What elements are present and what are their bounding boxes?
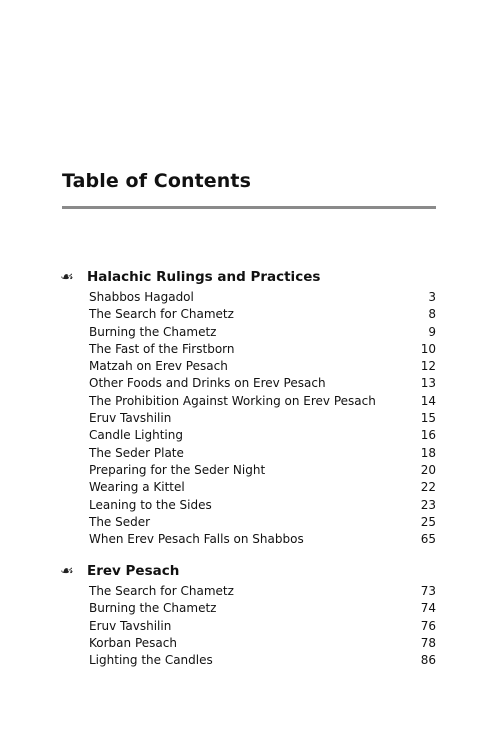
- toc-entry[interactable]: [89, 479, 436, 496]
- toc-entry-page-number: 9: [428, 324, 436, 339]
- toc-section-halachic-rulings: [62, 266, 436, 548]
- toc-entry-label: The Seder Plate: [89, 445, 184, 460]
- toc-entry-label: The Search for Chametz: [89, 584, 234, 598]
- toc-entry-list: [89, 583, 436, 669]
- toc-entry[interactable]: [89, 375, 436, 392]
- toc-entry-label: Burning the Chametz: [89, 324, 217, 339]
- toc-entry-page-number: 65: [420, 532, 436, 547]
- title-divider: [62, 206, 436, 209]
- toc-entry-label: Eruv Tavshilin: [89, 618, 172, 633]
- section-heading-text: Halachic Rulings and Practices: [87, 269, 321, 285]
- toc-entry-page-number: 16: [420, 428, 436, 443]
- toc-section-erev-pesach: [62, 560, 436, 669]
- toc-entry-label: The Search for Chametz: [89, 307, 234, 322]
- toc-entry-label: Wearing a Kittel: [89, 480, 185, 495]
- toc-entry-label: The Fast of the Firstborn: [89, 341, 235, 356]
- toc-entry-page-number: 25: [420, 514, 436, 529]
- toc-entry-page-number: 22: [420, 480, 436, 495]
- toc-entry-label: Korban Pesach: [89, 635, 177, 650]
- toc-entry-page-number: 73: [420, 584, 436, 598]
- section-heading: [62, 266, 436, 288]
- toc-entry-label: Matzah on Erev Pesach: [89, 359, 228, 374]
- page-title: Table of Contents: [62, 170, 251, 192]
- toc-entry-label: Leaning to the Sides: [89, 497, 212, 512]
- toc-entry-label: Other Foods and Drinks on Erev Pesach: [89, 376, 326, 391]
- toc-entry[interactable]: [89, 635, 436, 652]
- toc-entry-page-number: 78: [420, 635, 436, 650]
- toc-entry-page-number: 3: [428, 290, 436, 304]
- toc-entry[interactable]: [89, 531, 436, 548]
- toc-entry-page-number: 18: [420, 445, 436, 460]
- toc-entry-page-number: 86: [420, 653, 436, 668]
- section-heading: [62, 560, 436, 582]
- toc-entry[interactable]: [89, 306, 436, 323]
- toc-entry[interactable]: [89, 514, 436, 531]
- toc-entry[interactable]: [89, 445, 436, 462]
- toc-entry[interactable]: [89, 341, 436, 358]
- toc-entry[interactable]: [89, 618, 436, 635]
- toc-entry-label: Lighting the Candles: [89, 653, 213, 668]
- toc-entry-page-number: 15: [420, 411, 436, 426]
- toc-entry-label: Eruv Tavshilin: [89, 411, 172, 426]
- toc-entry[interactable]: [89, 427, 436, 444]
- toc-entry[interactable]: [89, 462, 436, 479]
- toc-entry-label: Burning the Chametz: [89, 601, 217, 616]
- toc-entry-label: Shabbos Hagadol: [89, 290, 194, 304]
- toc-entry-label: When Erev Pesach Falls on Shabbos: [89, 532, 304, 547]
- toc-entry-page-number: 74: [420, 601, 436, 616]
- toc-entry-page-number: 10: [420, 341, 436, 356]
- toc-entry-label: Candle Lighting: [89, 428, 183, 443]
- toc-entry-label: The Prohibition Against Working on Erev Pesach: [89, 393, 376, 408]
- fleuron-ornament-icon: ☙: [60, 269, 74, 285]
- fleuron-ornament-icon: ☙: [60, 563, 74, 579]
- toc-entry-page-number: 76: [420, 618, 436, 633]
- toc-entry[interactable]: [89, 410, 436, 427]
- toc-entry-page-number: 20: [420, 462, 436, 477]
- toc-entry-page-number: 12: [420, 359, 436, 374]
- toc-entry-page-number: 8: [428, 307, 436, 322]
- toc-entry-page-number: 14: [420, 393, 436, 408]
- section-heading-text: Erev Pesach: [87, 563, 180, 579]
- toc-entry[interactable]: [89, 358, 436, 375]
- toc-entry[interactable]: [89, 497, 436, 514]
- toc-entry[interactable]: [89, 324, 436, 341]
- toc-entry-label: The Seder: [89, 514, 151, 529]
- toc-entry-page-number: 23: [420, 497, 436, 512]
- toc-entry-list: [89, 289, 436, 548]
- toc-entry[interactable]: [89, 600, 436, 617]
- toc-entry[interactable]: [89, 393, 436, 410]
- toc-entry-page-number: 13: [420, 376, 436, 391]
- toc-entry[interactable]: [89, 583, 436, 600]
- toc-entry[interactable]: [89, 652, 436, 669]
- toc-entry-label: Preparing for the Seder Night: [89, 462, 266, 477]
- toc-entry[interactable]: [89, 289, 436, 306]
